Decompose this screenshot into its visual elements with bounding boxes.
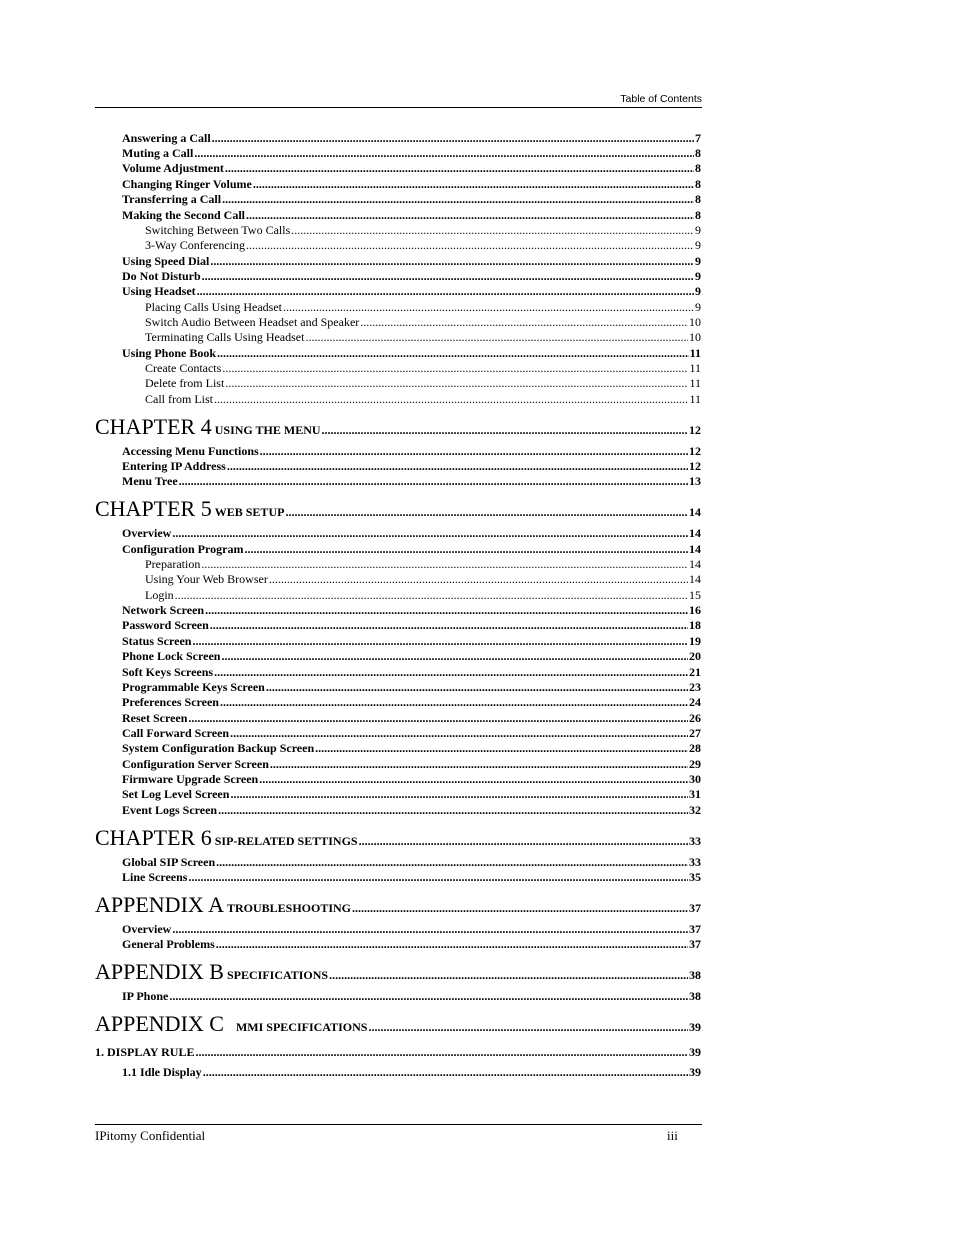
toc-entry-label: Login: [145, 588, 174, 602]
dot-leader: [222, 192, 694, 207]
toc-entry[interactable]: [95, 1045, 701, 1060]
toc-page-number: 32: [689, 803, 701, 817]
dot-leader: [192, 634, 688, 649]
toc-entry-label: Delete from List: [145, 376, 225, 390]
dot-leader: [212, 131, 694, 146]
toc-entry[interactable]: [122, 603, 701, 618]
toc-entry[interactable]: [145, 557, 701, 572]
dot-leader: [188, 711, 688, 726]
dot-leader: [225, 376, 688, 391]
toc-entry-label: Create Contacts: [145, 361, 222, 375]
toc-page-number: 15: [689, 588, 701, 602]
toc-entry[interactable]: [122, 526, 701, 541]
toc-entry-label: Preparation: [145, 557, 201, 571]
toc-entry-label: Using Your Web Browser: [145, 572, 268, 586]
toc-page-number: 10: [689, 330, 701, 344]
toc-entry[interactable]: [122, 269, 701, 284]
toc-page-number: 39: [689, 1065, 701, 1079]
dot-leader: [259, 772, 688, 787]
dot-leader: [285, 505, 688, 520]
chapter-number: APPENDIX A: [95, 892, 224, 917]
toc-entry-label: Event Logs Screen: [122, 803, 218, 817]
toc-entry-label: Call Forward Screen: [122, 726, 230, 740]
dot-leader: [322, 423, 688, 438]
toc-entry[interactable]: [145, 300, 701, 315]
toc-entry-label: Changing Ringer Volume: [122, 177, 252, 191]
toc-entry-label: Line Screens: [122, 870, 188, 884]
toc-page-number: 14: [689, 526, 701, 540]
toc-entry-label: Network Screen: [122, 603, 205, 617]
toc-entry[interactable]: [122, 726, 701, 741]
dot-leader: [266, 680, 688, 695]
dot-leader: [283, 300, 694, 315]
toc-page-number: 24: [689, 695, 701, 709]
toc-entry-label: Firmware Upgrade Screen: [122, 772, 259, 786]
toc-entry-label: Switching Between Two Calls: [145, 223, 291, 237]
toc-entry[interactable]: [122, 284, 701, 299]
toc-entry-label: Preferences Screen: [122, 695, 219, 709]
toc-page-number: 39: [689, 1020, 701, 1034]
toc-page-number: 9: [695, 223, 701, 237]
toc-page-number: 21: [689, 665, 701, 679]
toc-page-number: 37: [689, 937, 701, 951]
toc-page-number: 19: [689, 634, 701, 648]
toc-page-number: 39: [689, 1045, 701, 1059]
dot-leader: [269, 572, 688, 587]
toc-chapter-title: [95, 496, 284, 522]
toc-entry-label: Placing Calls Using Headset: [145, 300, 282, 314]
toc-entry-label: System Configuration Backup Screen: [122, 741, 315, 755]
toc-entry-label: Volume Adjustment: [122, 161, 224, 175]
page-footer: [95, 1124, 702, 1143]
toc-page-number: 12: [689, 423, 701, 437]
toc-entry-label: Programmable Keys Screen: [122, 680, 265, 694]
toc-entry-label: Menu Tree: [122, 474, 178, 488]
toc-entry[interactable]: [145, 361, 701, 376]
toc-page-number: 14: [689, 542, 701, 556]
dot-leader: [175, 588, 688, 603]
toc-page-number: 11: [689, 376, 701, 390]
dot-leader: [359, 834, 688, 849]
dot-leader: [202, 269, 694, 284]
toc-page-number: 29: [689, 757, 701, 771]
dot-leader: [230, 787, 688, 802]
toc-page-number: 37: [689, 922, 701, 936]
dot-leader: [225, 161, 694, 176]
toc-page-number: 9: [695, 300, 701, 314]
dot-leader: [214, 665, 688, 680]
toc-page-number: 10: [689, 315, 701, 329]
toc-entry-label: IP Phone: [122, 989, 169, 1003]
toc-entry-label: Making the Second Call: [122, 208, 246, 222]
toc-page-number: 20: [689, 649, 701, 663]
toc-page-number: 14: [689, 505, 701, 519]
dot-leader: [246, 208, 694, 223]
dot-leader: [205, 603, 688, 618]
dot-leader: [368, 1020, 688, 1035]
chapter-title: SIP-RELATED SETTINGS: [214, 834, 358, 848]
toc-entry-label: Status Screen: [122, 634, 192, 648]
dot-leader: [197, 284, 694, 299]
toc-entry-label: Answering a Call: [122, 131, 211, 145]
dot-leader: [194, 146, 694, 161]
toc-entry-label: Configuration Program: [122, 542, 244, 556]
toc-entry-label: 1.1 Idle Display: [122, 1065, 202, 1079]
toc-chapter-title: [95, 892, 351, 918]
toc-page-number: 31: [689, 787, 701, 801]
dot-leader: [360, 315, 688, 330]
toc-chapter-entry[interactable]: [95, 496, 701, 522]
footer-page-number: iii: [667, 1128, 678, 1143]
page-header: [95, 92, 702, 108]
toc-entry[interactable]: [145, 238, 701, 253]
toc-entry[interactable]: [122, 680, 701, 695]
toc-chapter-entry[interactable]: [95, 414, 701, 440]
toc-page-number: 8: [695, 177, 701, 191]
dot-leader: [291, 223, 694, 238]
dot-leader: [217, 346, 689, 361]
toc-page-number: 38: [689, 989, 701, 1003]
toc-entry-label: Set Log Level Screen: [122, 787, 230, 801]
dot-leader: [203, 1065, 688, 1080]
toc-page-number: 27: [689, 726, 701, 740]
toc-entry[interactable]: [145, 588, 701, 603]
toc-chapter-title: [95, 414, 321, 440]
dot-leader: [305, 330, 688, 345]
dot-leader: [179, 474, 688, 489]
toc-entry[interactable]: [145, 392, 701, 407]
toc-page-number: 11: [689, 361, 701, 375]
toc-entry[interactable]: [122, 922, 701, 937]
toc-entry[interactable]: [122, 161, 701, 176]
toc-page-number: 38: [689, 968, 701, 982]
dot-leader: [230, 726, 688, 741]
toc-entry-label: Terminating Calls Using Headset: [145, 330, 305, 344]
toc-entry-label: Configuration Server Screen: [122, 757, 269, 771]
toc-page-number: 33: [689, 834, 701, 848]
toc-chapter-entry[interactable]: [95, 825, 701, 851]
toc-entry-label: Global SIP Screen: [122, 855, 216, 869]
toc-entry[interactable]: [122, 1065, 701, 1080]
dot-leader: [221, 649, 688, 664]
toc-entry[interactable]: [122, 208, 701, 223]
toc-entry-label: Using Phone Book: [122, 346, 217, 360]
chapter-number: CHAPTER 6: [95, 825, 212, 850]
toc-chapter-entry[interactable]: [95, 1011, 701, 1037]
dot-leader: [169, 989, 688, 1004]
toc-entry[interactable]: [145, 376, 701, 391]
dot-leader: [227, 459, 688, 474]
toc-page-number: 35: [689, 870, 701, 884]
dot-leader: [220, 695, 688, 710]
toc-entry[interactable]: [145, 572, 701, 587]
toc-page-number: 28: [689, 741, 701, 755]
toc-entry[interactable]: [122, 937, 701, 952]
chapter-title: USING THE MENU: [214, 423, 321, 437]
toc-page-number: 8: [695, 208, 701, 222]
toc-chapter-title: [95, 825, 358, 851]
toc-page-number: 18: [689, 618, 701, 632]
toc-entry-label: Using Speed Dial: [122, 254, 210, 268]
toc-page-number: 14: [689, 572, 701, 586]
chapter-number: CHAPTER 5: [95, 496, 212, 521]
dot-leader: [214, 392, 688, 407]
toc-entry[interactable]: [122, 757, 701, 772]
toc-entry[interactable]: [122, 870, 701, 885]
toc-page-number: 33: [689, 855, 701, 869]
toc-entry[interactable]: [122, 711, 701, 726]
footer-company: IPitomy Confidential: [95, 1128, 206, 1143]
chapter-title: MMI SPECIFICATIONS: [235, 1020, 368, 1034]
toc-page-number: 37: [689, 901, 701, 915]
toc-entry[interactable]: [122, 772, 701, 787]
toc-page-number: 9: [695, 269, 701, 283]
toc-page-number: 8: [695, 192, 701, 206]
toc-page-number: 11: [689, 346, 701, 360]
dot-leader: [329, 968, 688, 983]
chapter-number: APPENDIX B: [95, 959, 224, 984]
toc-entry[interactable]: [122, 787, 701, 802]
toc-entry-label: Entering IP Address: [122, 459, 226, 473]
chapter-number: APPENDIX C: [95, 1011, 224, 1036]
toc-page-number: 9: [695, 238, 701, 252]
toc-entry[interactable]: [122, 741, 701, 756]
toc-page-number: 7: [695, 131, 701, 145]
dot-leader: [352, 901, 688, 916]
toc-page-number: 23: [689, 680, 701, 694]
toc-entry[interactable]: [122, 131, 701, 146]
toc-entry[interactable]: [122, 177, 701, 192]
dot-leader: [216, 855, 688, 870]
toc-entry[interactable]: [122, 989, 701, 1004]
toc-entry[interactable]: [122, 803, 701, 818]
toc-entry[interactable]: [122, 634, 701, 649]
dot-leader: [270, 757, 688, 772]
toc-entry[interactable]: [122, 146, 701, 161]
toc-entry[interactable]: [145, 223, 701, 238]
toc-entry[interactable]: [122, 665, 701, 680]
toc-chapter-title: [95, 959, 328, 985]
toc-entry[interactable]: [122, 855, 701, 870]
toc-entry[interactable]: [122, 695, 701, 710]
toc-page-number: 14: [689, 557, 701, 571]
dot-leader: [201, 557, 688, 572]
dot-leader: [222, 361, 688, 376]
toc-entry-label: Soft Keys Screens: [122, 665, 214, 679]
dot-leader: [195, 1045, 688, 1060]
toc-page-number: 8: [695, 161, 701, 175]
toc-entry[interactable]: [122, 459, 701, 474]
dot-leader: [172, 922, 688, 937]
toc-entry-label: Call from List: [145, 392, 213, 406]
toc-page-number: 26: [689, 711, 701, 725]
toc-entry-label: 1. DISPLAY RULE: [95, 1045, 195, 1059]
dot-leader: [210, 254, 694, 269]
dot-leader: [216, 937, 688, 952]
toc-entry-label: Overview: [122, 922, 172, 936]
dot-leader: [210, 618, 688, 633]
toc-entry[interactable]: [122, 649, 701, 664]
toc-page-number: 9: [695, 284, 701, 298]
dot-leader: [253, 177, 694, 192]
dot-leader: [246, 238, 694, 253]
toc-page-number: 30: [689, 772, 701, 786]
header-title: Table of Contents: [620, 93, 702, 105]
toc-page-number: 9: [695, 254, 701, 268]
dot-leader: [218, 803, 688, 818]
toc-entry[interactable]: [122, 192, 701, 207]
toc-page-number: 12: [689, 459, 701, 473]
dot-leader: [260, 444, 688, 459]
dot-leader: [315, 741, 688, 756]
toc-entry[interactable]: [145, 330, 701, 345]
toc-entry[interactable]: [122, 444, 701, 459]
chapter-title: TROUBLESHOOTING: [226, 901, 351, 915]
toc-entry[interactable]: [122, 618, 701, 633]
toc-entry-label: Do Not Disturb: [122, 269, 201, 283]
toc-page-number: 16: [689, 603, 701, 617]
toc-entry[interactable]: [122, 254, 701, 269]
toc-page-number: 11: [689, 392, 701, 406]
dot-leader: [188, 870, 688, 885]
toc-page-number: 13: [689, 474, 701, 488]
dot-leader: [244, 542, 688, 557]
toc-entry-label: Overview: [122, 526, 172, 540]
toc-entry-label: Transferring a Call: [122, 192, 222, 206]
toc-chapter-entry[interactable]: [95, 959, 701, 985]
dot-leader: [172, 526, 688, 541]
toc-entry-label: Muting a Call: [122, 146, 194, 160]
toc-entry[interactable]: [122, 474, 701, 489]
toc-entry[interactable]: [145, 315, 701, 330]
toc-chapter-title: [95, 1011, 367, 1037]
toc-entry-label: Using Headset: [122, 284, 196, 298]
toc-entry-label: Phone Lock Screen: [122, 649, 221, 663]
toc-page-number: 8: [695, 146, 701, 160]
toc-entry[interactable]: [122, 542, 701, 557]
toc-entry-label: Accessing Menu Functions: [122, 444, 259, 458]
toc-entry-label: General Problems: [122, 937, 215, 951]
toc-chapter-entry[interactable]: [95, 892, 701, 918]
toc-entry-label: 3-Way Conferencing: [145, 238, 245, 252]
toc-entry-label: Reset Screen: [122, 711, 188, 725]
toc-entry-label: Password Screen: [122, 618, 209, 632]
toc-entry[interactable]: [122, 346, 701, 361]
toc-page-number: 12: [689, 444, 701, 458]
chapter-number: CHAPTER 4: [95, 414, 212, 439]
chapter-title: WEB SETUP: [214, 505, 285, 519]
toc-entry-label: Switch Audio Between Headset and Speaker: [145, 315, 360, 329]
chapter-title: SPECIFICATIONS: [226, 968, 329, 982]
